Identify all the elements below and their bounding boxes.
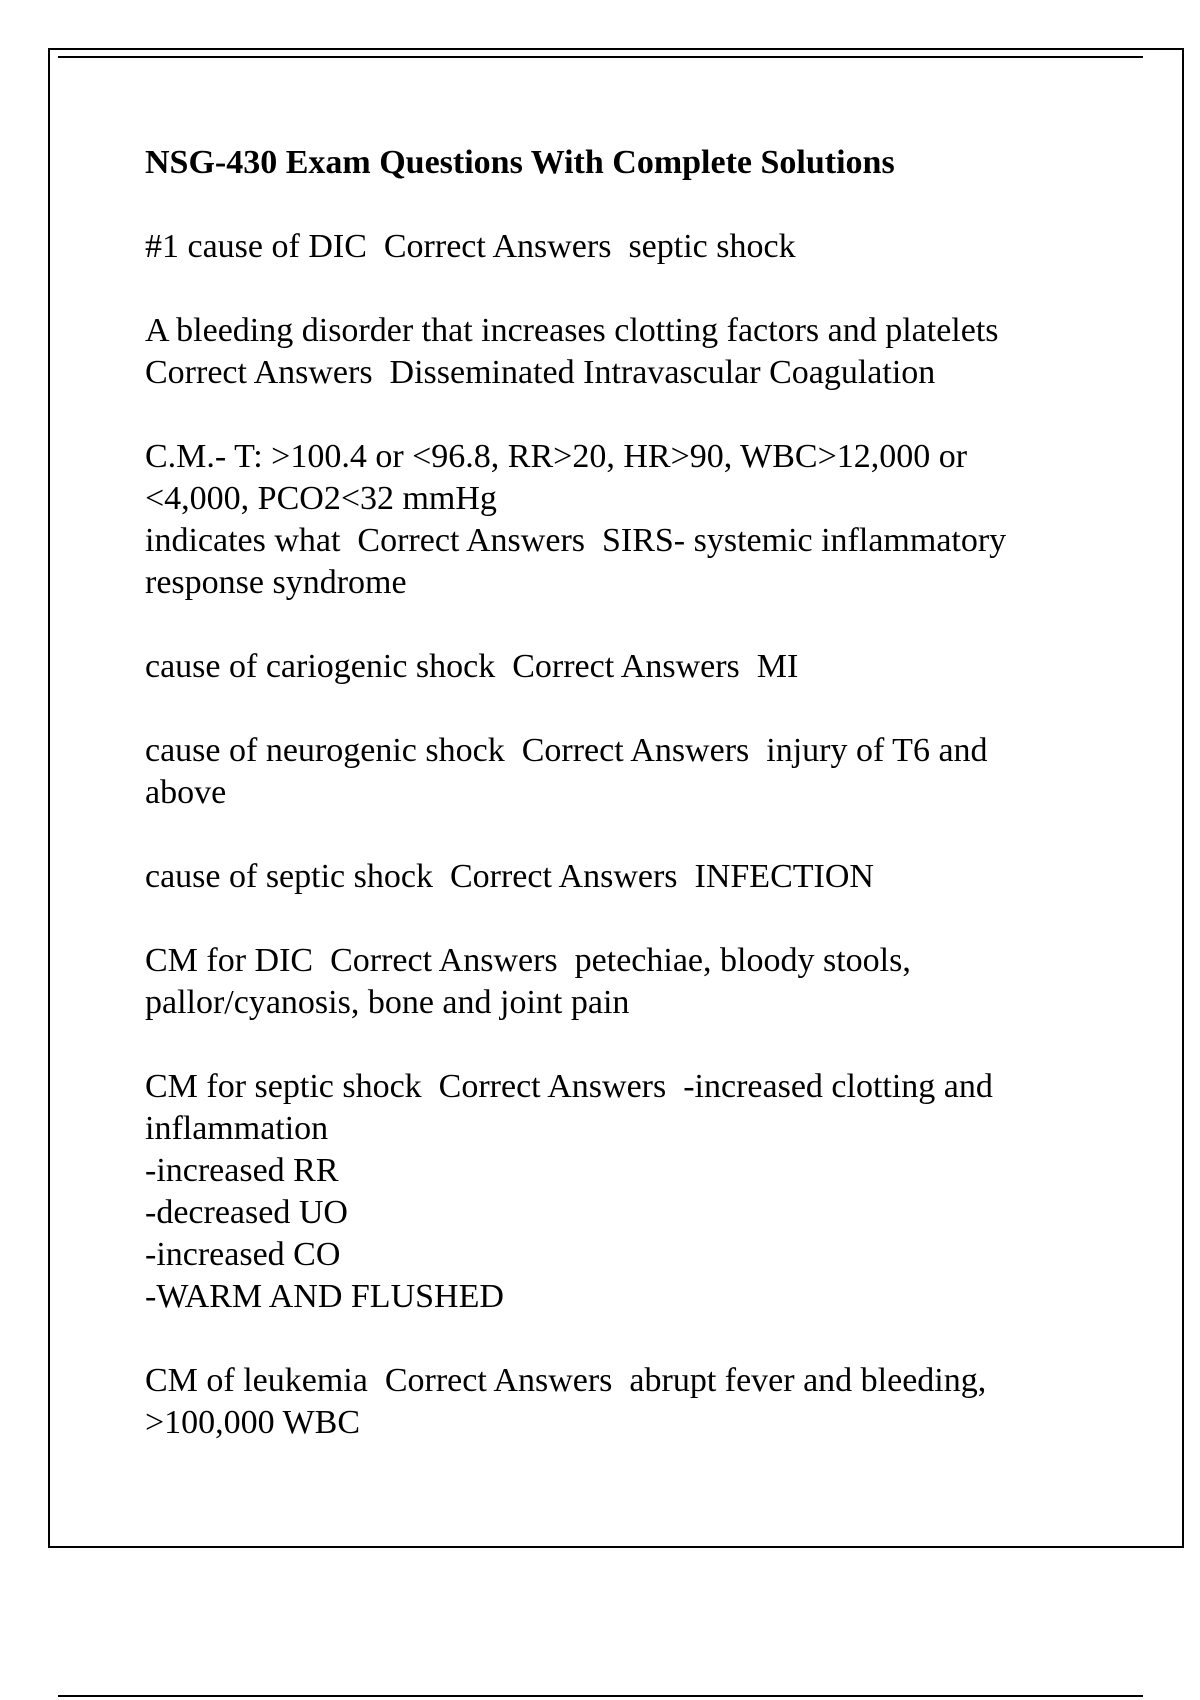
qa-entry [145, 646, 1105, 688]
qa-line: pallor/cyanosis, bone and joint pain [145, 984, 630, 1021]
qa-line: C.M.- T: >100.4 or <96.8, RR>20, HR>90, WBC>12,000 or [145, 438, 968, 475]
qa-line: Correct Answers Disseminated Intravascular Coagulation [145, 354, 936, 391]
qa-entry [145, 310, 1105, 394]
top-rule [58, 56, 1143, 58]
qa-entry [145, 730, 1105, 814]
qa-line: <4,000, PCO2<32 mmHg [145, 480, 497, 517]
qa-line: -decreased UO [145, 1194, 348, 1231]
qa-line: #1 cause of DIC Correct Answers septic shock [145, 228, 796, 265]
qa-line: cause of cariogenic shock Correct Answers MI [145, 648, 799, 685]
qa-entry [145, 1066, 1105, 1318]
qa-entry [145, 226, 1105, 268]
qa-line: -increased CO [145, 1236, 341, 1273]
qa-line: inflammation [145, 1110, 329, 1147]
qa-line: response syndrome [145, 564, 407, 601]
qa-entry [145, 1360, 1105, 1444]
qa-line: -increased RR [145, 1152, 339, 1189]
bottom-rule [58, 1695, 1143, 1697]
document-title: NSG-430 Exam Questions With Complete Solutions [145, 144, 895, 181]
qa-line: CM for septic shock Correct Answers -increased clotting and [145, 1068, 993, 1105]
document-body [145, 142, 1105, 1486]
qa-line: cause of neurogenic shock Correct Answers injury of T6 and [145, 732, 988, 769]
qa-line: cause of septic shock Correct Answers INFECTION [145, 858, 874, 895]
qa-line: -WARM AND FLUSHED [145, 1278, 504, 1315]
qa-line: CM for DIC Correct Answers petechiae, bloody stools, [145, 942, 911, 979]
qa-entry [145, 436, 1105, 604]
qa-line: CM of leukemia Correct Answers abrupt fever and bleeding, [145, 1362, 987, 1399]
qa-entry [145, 940, 1105, 1024]
qa-line: above [145, 774, 227, 811]
qa-line: A bleeding disorder that increases clotting factors and platelets [145, 312, 999, 349]
qa-entry [145, 856, 1105, 898]
qa-line: >100,000 WBC [145, 1404, 361, 1441]
qa-line: indicates what Correct Answers SIRS- systemic inflammatory [145, 522, 1007, 559]
